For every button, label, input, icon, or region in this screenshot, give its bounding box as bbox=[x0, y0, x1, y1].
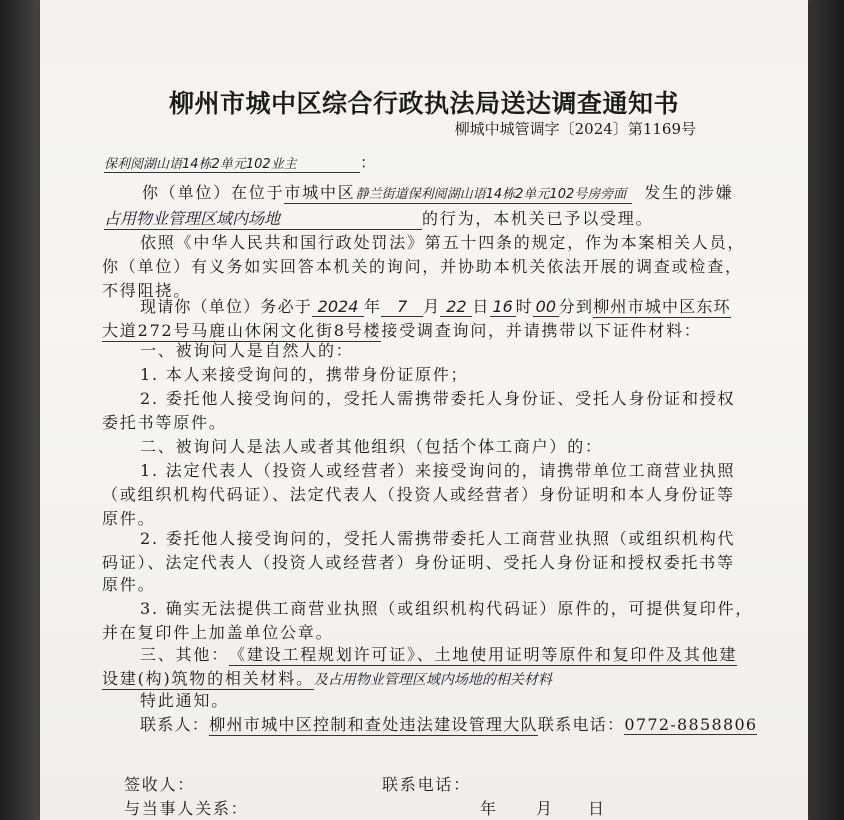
date-day-label: 日 bbox=[588, 799, 606, 818]
section-1-item-2b: 委托书等原件。 bbox=[102, 413, 227, 432]
hour-unit: 时 bbox=[515, 297, 533, 316]
contact-phone-label: 联系电话： bbox=[537, 715, 625, 734]
section-3-handwritten: 及占用物业管理区域内场地的相关材料 bbox=[313, 672, 552, 688]
background-right bbox=[804, 0, 844, 820]
p1-prefix: 你（单位）在位于 bbox=[142, 183, 285, 202]
p2-line2: 你（单位）有义务如实回答本机关的询问，并协助本机关依法开展的调查或检查， bbox=[102, 257, 743, 276]
appointment-year: 2024 bbox=[312, 297, 364, 317]
contact-name: 柳州市城中区控制和查处违法建设管理大队 bbox=[209, 712, 538, 736]
notice-document bbox=[40, 0, 808, 820]
sign-label: 签收人： bbox=[124, 775, 196, 794]
notice-closing: 特此通知。 bbox=[140, 691, 230, 710]
appointment-place-1: 柳州市城中区东环 bbox=[593, 294, 731, 318]
section-1-item-2a: 2. 委托他人接受询问的，受托人需携带委托人身份证、受托人身份证和授权 bbox=[140, 389, 736, 408]
document-title: 柳州市城中区综合行政执法局送达调查通知书 bbox=[168, 89, 679, 118]
minute-unit: 分到 bbox=[558, 297, 594, 316]
month-unit: 月 bbox=[423, 297, 441, 316]
appointment-day: 22 bbox=[440, 297, 472, 317]
p3-end: 接受调查询问，并请携带以下证件材料： bbox=[381, 321, 702, 340]
p3-prefix: 现请你（单位）务必于 bbox=[140, 297, 313, 316]
p1-location-handwritten: 静兰街道保利阅湖山语14栋2单元102号房旁面 bbox=[355, 187, 627, 202]
appointment-hour: 16 bbox=[490, 297, 516, 317]
date-month-label: 月 bbox=[536, 799, 554, 818]
paragraph-violation bbox=[104, 206, 653, 230]
section-2-heading: 二、被询问人是法人或者其他组织（包括个体工商户）的： bbox=[140, 437, 603, 456]
p1-end: 的行为，本机关已予以受理。 bbox=[422, 209, 654, 228]
p1-location-printed: 市城中区 bbox=[284, 183, 356, 202]
section-3-items: 《建设工程规划许可证》、土地使用证明等原件和复印件及其他建 bbox=[229, 642, 737, 666]
appointment-month: 7 bbox=[381, 297, 423, 317]
appointment-minute: 00 bbox=[533, 297, 559, 317]
date-year-label: 年 bbox=[480, 799, 498, 818]
section-3-line-2 bbox=[102, 666, 552, 690]
p1-suffix: 发生的涉嫌 bbox=[644, 183, 734, 202]
section-2-item-1a: 1. 法定代表人（投资人或经营者）来接受询问的，请携带单位工商营业执照 bbox=[140, 461, 736, 480]
section-1-heading: 一、被询问人是自然人的： bbox=[140, 341, 354, 360]
section-2-item-3a: 3. 确实无法提供工商营业执照（或组织机构代码证）原件的，可提供复印件， bbox=[140, 599, 754, 618]
section-2-item-3b: 并在复印件上加盖单位公章。 bbox=[102, 623, 334, 642]
contact-phone: 0772-8858806 bbox=[624, 715, 758, 734]
recipient-line bbox=[104, 150, 378, 173]
p1-location-field bbox=[284, 180, 632, 204]
paragraph-location bbox=[142, 180, 733, 204]
section-2-item-1b: （或组织机构代码证）、法定代表人（投资人或经营者）身份证明和本人身份证等 bbox=[102, 485, 735, 504]
relation-label: 与当事人关系： bbox=[124, 799, 249, 818]
background-left bbox=[0, 0, 44, 820]
section-3-items-continued: 设建(构)筑物的相关材料。 bbox=[102, 666, 314, 690]
p2-line1: 依照《中华人民共和国行政处罚法》第五十四条的规定，作为本案相关人员， bbox=[140, 233, 746, 252]
section-2-item-2a: 2. 委托他人接受询问的，受托人需携带委托人工商营业执照（或组织机构代 bbox=[140, 529, 736, 548]
contact-label: 联系人： bbox=[140, 715, 210, 734]
p2-line3: 不得阻挠。 bbox=[102, 281, 192, 300]
day-unit: 日 bbox=[472, 297, 490, 316]
sign-phone-label: 联系电话： bbox=[382, 775, 472, 794]
recipient-handwritten: 保利阅湖山语14栋2单元102业主 bbox=[104, 153, 360, 173]
appointment-place-2: 大道272号马鹿山休闲文化街8号楼 bbox=[102, 318, 381, 342]
year-unit: 年 bbox=[364, 297, 382, 316]
section-3-label: 三、其他： bbox=[140, 645, 230, 664]
section-2-item-1c: 原件。 bbox=[102, 509, 156, 528]
document-number: 柳城中城管调字〔2024〕第1169号 bbox=[454, 120, 696, 138]
p1-violation-handwritten: 占用物业管理区域内场地 bbox=[104, 206, 422, 230]
contact-line bbox=[140, 712, 757, 736]
recipient-colon: ： bbox=[360, 153, 378, 172]
appointment-line bbox=[140, 294, 731, 318]
section-2-item-2c: 原件。 bbox=[102, 575, 156, 594]
section-3-line-1 bbox=[140, 642, 737, 666]
section-1-item-1: 1. 本人来接受询问的，携带身份证原件； bbox=[140, 365, 469, 384]
section-2-item-2b: 码证）、法定代表人（投资人或经营者）身份证明、受托人身份证和授权委托书等 bbox=[102, 553, 735, 572]
